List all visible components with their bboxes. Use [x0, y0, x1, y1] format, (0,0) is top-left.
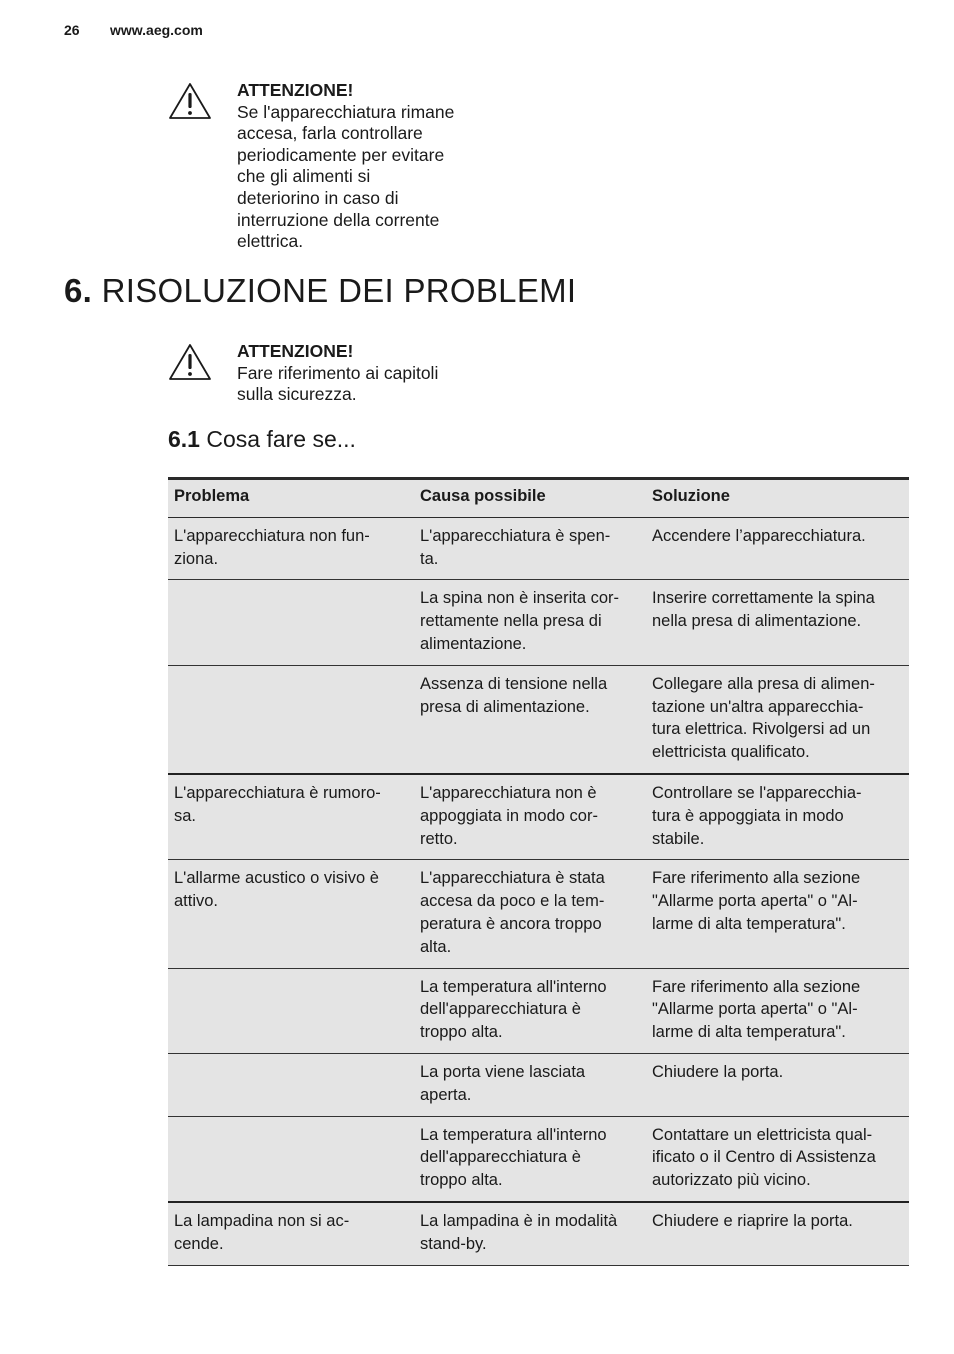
column-header-cause: Causa possibile	[420, 487, 546, 505]
table-row	[168, 860, 909, 968]
problem-cell	[168, 580, 414, 665]
problem-cell: L'apparecchiatura non fun- ziona.	[174, 526, 370, 568]
table-row	[168, 665, 909, 774]
table-row	[168, 1116, 909, 1202]
solution-cell: Chiudere e riaprire la porta.	[652, 1211, 853, 1230]
warning-line: accesa, farla controllare	[237, 123, 423, 144]
warning-triangle-icon	[168, 343, 212, 381]
problem-cell	[168, 968, 414, 1053]
solution-cell: Controllare se l'apparecchia- tura è appoggiata in modo stabile.	[652, 783, 862, 848]
table-row	[168, 774, 909, 860]
solution-cell: Chiudere la porta.	[652, 1062, 784, 1081]
cause-cell: La temperatura all'interno dell'apparecchiatura è troppo alta.	[420, 977, 607, 1042]
column-header-solution: Soluzione	[652, 487, 730, 505]
warning-line: Se l'apparecchiatura rimane	[237, 101, 455, 122]
solution-cell: Fare riferimento alla sezione "Allarme porta aperta" o "Al- larme di alta temperatura".	[652, 869, 861, 933]
website-link[interactable]: www.aeg.com	[110, 22, 203, 38]
troubleshooting-table	[168, 477, 909, 1266]
warning-line: interruzione della corrente	[237, 209, 440, 230]
warning-line: periodicamente per evitare	[237, 144, 445, 165]
warning-triangle-icon	[168, 82, 212, 120]
cause-cell: La porta viene lasciata aperta.	[420, 1062, 586, 1104]
table-row	[168, 968, 909, 1053]
section-heading	[64, 272, 576, 310]
page-header	[64, 22, 203, 38]
subsection-number: 6.1	[168, 426, 200, 452]
cause-cell: Assenza di tensione nella presa di alimentazione.	[420, 674, 608, 716]
solution-cell: Inserire correttamente la spina nella presa di alimentazione.	[652, 589, 875, 631]
subsection-heading	[168, 426, 356, 453]
problem-cell: L'apparecchiatura è rumoro- sa.	[174, 783, 381, 825]
solution-cell: Fare riferimento alla sezione "Allarme porta aperta" o "Al- larme di alta temperatura".	[652, 977, 861, 1042]
cause-cell: L'apparecchiatura è stata accesa da poco e la tem- peratura è ancora troppo alta.	[420, 869, 605, 956]
problem-cell	[168, 665, 414, 774]
warning-line: elettrica.	[237, 231, 304, 252]
warning-line: Fare riferimento ai capitoli	[237, 362, 439, 383]
table-row	[168, 1202, 909, 1265]
warning-line: deteriorino in caso di	[237, 187, 399, 208]
section-number: 6.	[64, 272, 93, 309]
cause-cell: L'apparecchiatura è spen- ta.	[420, 526, 611, 568]
cause-cell: La spina non è inserita cor- rettamente nella presa di alimentazione.	[420, 589, 620, 653]
solution-cell: Accendere l’apparecchiatura.	[652, 526, 866, 545]
column-header-problem: Problema	[174, 487, 250, 505]
table-header-row	[168, 479, 909, 518]
problem-cell	[168, 1116, 414, 1202]
warning-line: sulla sicurezza.	[237, 384, 357, 405]
warning-line: che gli alimenti si	[237, 166, 371, 187]
cause-cell: La lampadina è in modalità stand-by.	[420, 1211, 618, 1253]
page-number: 26	[64, 22, 80, 38]
solution-cell: Collegare alla presa di alimen- tazione un'altra apparecchia- tura elettrica. Rivolgersi ad un elettricista qualificato.	[652, 674, 875, 762]
problem-cell: La lampadina non si ac- cende.	[174, 1211, 350, 1253]
table-row	[168, 580, 909, 665]
warning-title: ATTENZIONE!	[237, 341, 354, 361]
table-row	[168, 1053, 909, 1116]
problem-cell: L'allarme acustico o visivo è attivo.	[174, 869, 379, 911]
section-title: RISOLUZIONE DEI PROBLEMI	[101, 272, 577, 309]
cause-cell: La temperatura all'interno dell'apparecchiatura è troppo alta.	[420, 1125, 607, 1190]
cause-cell: L'apparecchiatura non è appoggiata in modo cor- retto.	[420, 783, 598, 848]
subsection-title: Cosa fare se...	[206, 426, 356, 452]
warning-title: ATTENZIONE!	[237, 80, 354, 100]
table-row	[168, 517, 909, 580]
problem-cell	[168, 1053, 414, 1116]
solution-cell: Contattare un elettricista qual- ificato o il Centro di Assistenza autorizzato più vicino.	[652, 1125, 876, 1190]
